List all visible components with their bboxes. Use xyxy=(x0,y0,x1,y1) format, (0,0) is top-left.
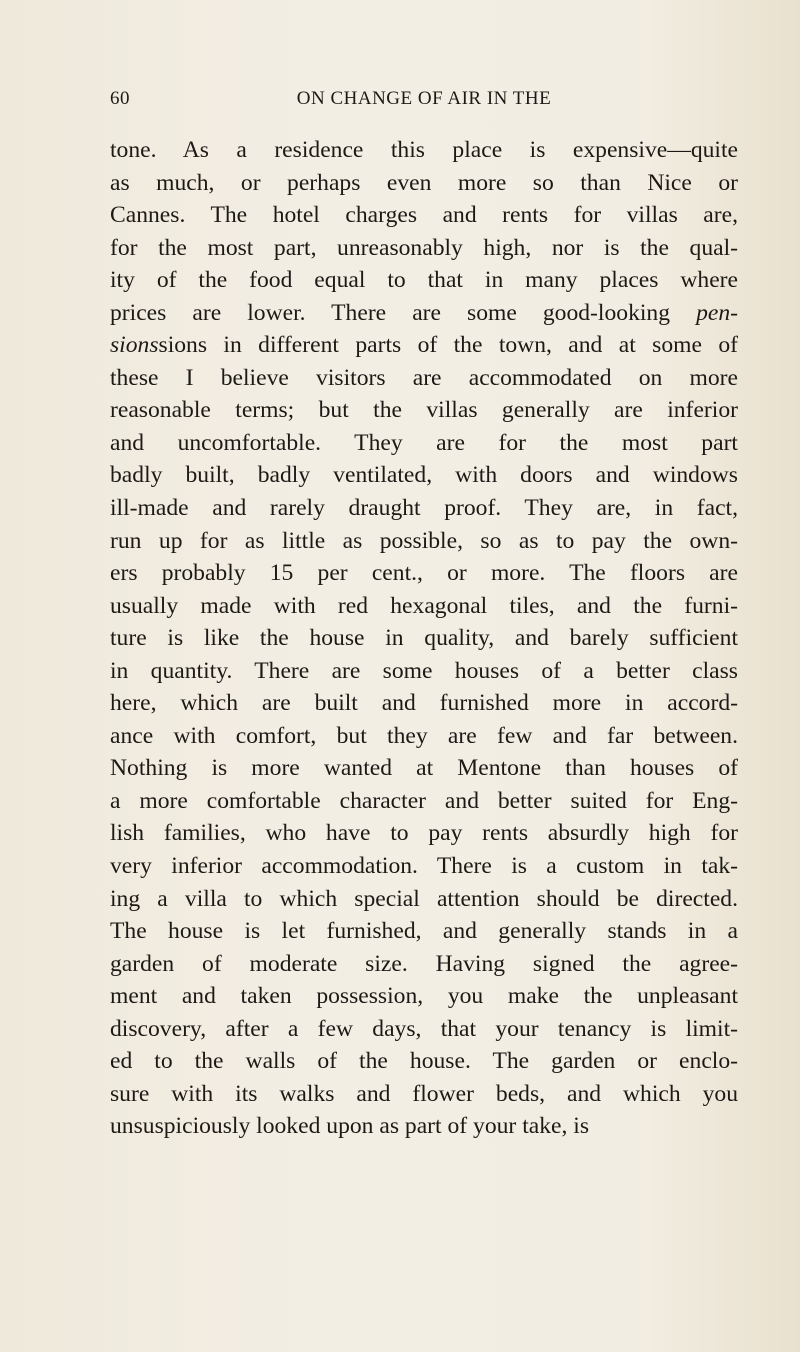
text-line: discovery, after a few days, that your tenancy is limit- xyxy=(110,1015,738,1042)
text-line: for the most part, unreasonably high, nor is the qual- xyxy=(110,234,738,261)
text-line: ment and taken possession, you make the unpleasant xyxy=(110,983,738,1010)
text-line: The house is let furnished, and generally stands in a xyxy=(110,918,738,945)
italic-word: pen- xyxy=(696,299,738,326)
text-line: badly built, badly ventilated, with doors and windows xyxy=(110,462,738,489)
text-line: ance with comfort, but they are few and far between. xyxy=(110,722,738,749)
text-line: Nothing is more wanted at Mentone than houses of xyxy=(110,755,738,782)
text-line: very inferior accommodation. There is a custom in tak- xyxy=(110,853,738,880)
text-line: unsuspiciously looked upon as part of your take, is xyxy=(110,1113,590,1140)
text-line: in quantity. There are some houses of a better class xyxy=(110,657,738,684)
text-line xyxy=(110,297,738,330)
text-line: ing a villa to which special attention should be directed. xyxy=(110,885,738,912)
text-line: garden of moderate size. Having signed the agree- xyxy=(110,950,738,977)
text-line: and uncomfortable. They are for the most part xyxy=(110,429,738,456)
text-line: ture is like the house in quality, and barely sufficient xyxy=(110,625,738,652)
text-line: as much, or perhaps even more so than Nice or xyxy=(110,169,738,196)
text-line: lish families, who have to pay rents absurdly high for xyxy=(110,820,738,847)
text-line-part: prices are lower. There are some good-looking xyxy=(110,299,671,326)
text-line: ed to the walls of the house. The garden or enclo- xyxy=(110,1048,738,1075)
text-line: ers probably 15 per cent., or more. The floors are xyxy=(110,560,738,587)
text-line: a more comfortable character and better suited for Eng- xyxy=(110,787,738,814)
running-head xyxy=(110,88,738,116)
text-line xyxy=(110,329,738,362)
body-text xyxy=(110,134,738,1143)
text-line: usually made with red hexagonal tiles, and the furni- xyxy=(110,592,738,619)
text-line: tone. As a residence this place is expensive—quite xyxy=(110,137,738,163)
text-line: here, which are built and furnished more in accord- xyxy=(110,690,738,717)
text-line: reasonable terms; but the villas generally are inferior xyxy=(110,397,738,424)
text-line: run up for as little as possible, so as to pay the own- xyxy=(110,527,738,554)
text-line: these I believe visitors are accommodated on more xyxy=(110,364,738,391)
text-line-part: sions in different parts of the town, and at some of xyxy=(158,332,738,359)
running-title: ON CHANGE OF AIR IN THE xyxy=(296,88,552,109)
page-number: 60 xyxy=(110,88,130,109)
italic-word: sions xyxy=(110,332,159,359)
text-line: sure with its walks and flower beds, and which you xyxy=(110,1080,738,1107)
text-line: ill-made and rarely draught proof. They are, in fact, xyxy=(110,495,738,522)
text-line: Cannes. The hotel charges and rents for villas are, xyxy=(110,202,738,229)
text-line: ity of the food equal to that in many places where xyxy=(110,267,738,294)
